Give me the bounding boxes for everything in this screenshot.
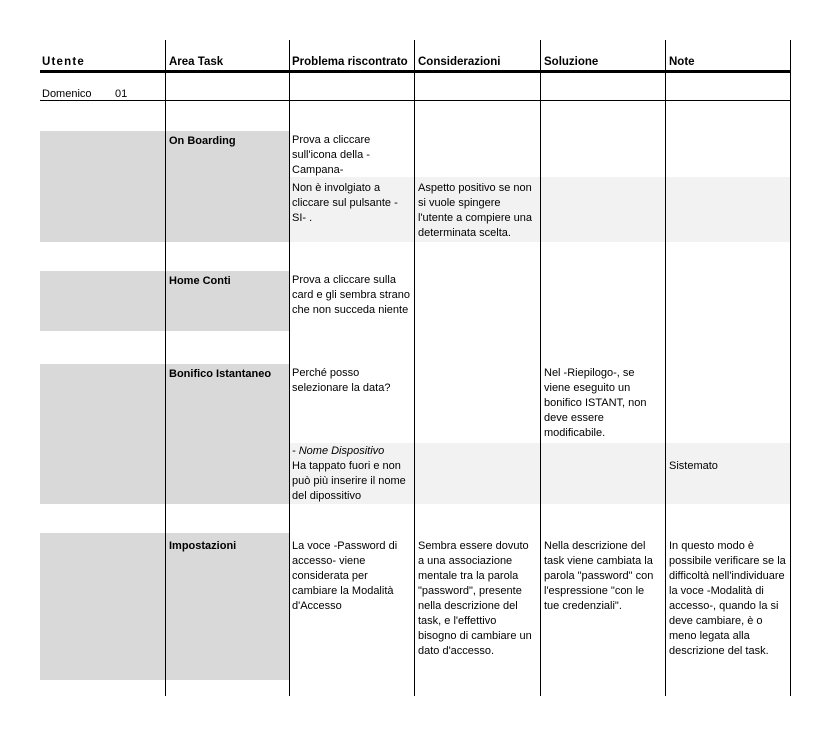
column-divider-3 <box>414 40 415 696</box>
header-underline <box>40 70 791 73</box>
user-code: 01 <box>115 88 128 100</box>
column-header-soluzione: Soluzione <box>544 56 599 68</box>
note-impostazioni: In questo modo è possibile verificare se la difficoltà nell'individuare la voce -Modalità di accesso-, quando la si deve cambiare, è o meno legata alla descrizione del task. <box>669 540 786 657</box>
problema-homeconti: Prova a cliccare sulla card e gli sembra strano che non succeda niente <box>292 274 410 316</box>
area-task-bonifico: Bonifico Istantaneo <box>169 368 272 380</box>
problema-bonifico-2-body: Ha tappato fuori e non può più inserire il nome del dipossitivo <box>292 460 406 502</box>
considerazioni-impostazioni: Sembra essere dovuto a una associazione mentale tra la parola "password", presente nella descrizione del task, e l'effettivo bisogno di cambiare un dato d'accesso. <box>418 540 532 657</box>
problema-onboarding-2: Non è involgiato a cliccare sul pulsante -SI- . <box>292 182 398 224</box>
column-divider-4 <box>540 40 541 696</box>
problema-onboarding-1: Prova a cliccare sull'icona della -Campana- <box>292 134 371 176</box>
note-bonifico-2: Sistemato <box>669 460 718 472</box>
column-header-utente: Utente <box>42 56 85 68</box>
column-divider-5 <box>665 40 666 696</box>
area-task-onboarding: On Boarding <box>169 135 236 147</box>
soluzione-bonifico-1: Nel -Riepilogo-, se viene eseguito un bonifico ISTANT, non deve essere modificabile. <box>544 367 647 439</box>
column-header-note: Note <box>669 56 695 68</box>
user-row-divider <box>40 100 791 101</box>
column-header-problema: Problema riscontrato <box>292 56 408 68</box>
column-header-area-task: Area Task <box>169 56 224 68</box>
column-header-considerazioni: Considerazioni <box>418 56 501 68</box>
area-task-impostazioni: Impostazioni <box>169 540 237 552</box>
problema-bonifico-2-title: - Nome Dispositivo <box>292 445 385 457</box>
considerazioni-onboarding-2: Aspetto positivo se non si vuole spingere l'utente a compiere una determinata scelta. <box>418 182 533 239</box>
user-name: Domenico <box>42 88 92 100</box>
problema-bonifico-1: Perché posso selezionare la data? <box>292 367 391 394</box>
soluzione-impostazioni: Nella descrizione del task viene cambiata la parola "password" con l'espressione "con le tue credenziali". <box>544 540 654 612</box>
column-divider-1 <box>165 40 166 696</box>
area-task-homeconti: Home Conti <box>169 275 231 287</box>
column-divider-6 <box>790 40 791 696</box>
problema-impostazioni: La voce -Password di accesso- viene considerata per cambiare la Modalità d'Accesso <box>292 540 398 612</box>
column-divider-2 <box>289 40 290 696</box>
problema-bonifico-2 <box>292 444 411 504</box>
